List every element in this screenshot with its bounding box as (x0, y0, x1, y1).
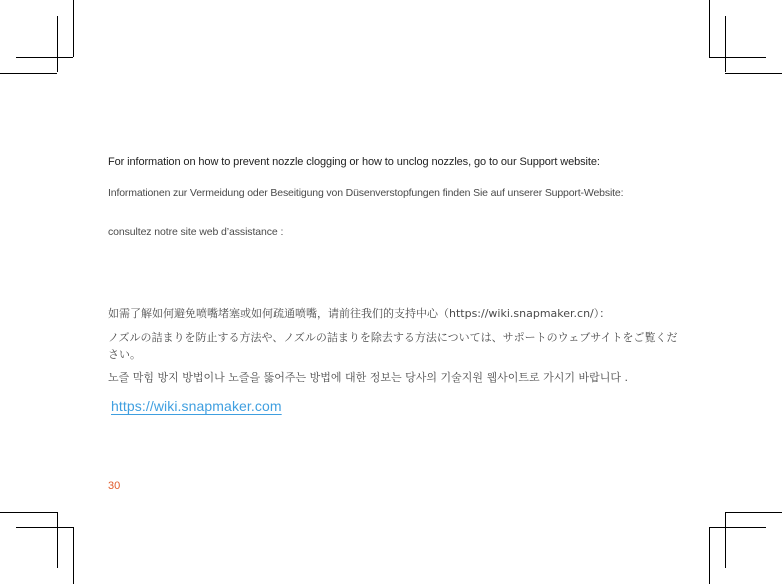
instruction-english: For information on how to prevent nozzle clogging or how to unclog nozzles, go to our Support website: (108, 156, 600, 168)
crop-mark-bottom-right-vertical (725, 512, 726, 568)
instruction-korean: 노즐 막힘 방지 방법이나 노즐을 뚫어주는 방법에 대한 정보는 당사의 기술지원 웹사이트로 가시기 바랍니다 . (108, 371, 628, 384)
crop-mark-bottom-left-horizontal (16, 527, 73, 528)
crop-mark-top-left-outer-horizontal (0, 73, 57, 74)
instruction-french: consultez notre site web d’assistance : (108, 226, 284, 238)
crop-mark-bottom-left-outer-vertical (73, 527, 74, 584)
crop-mark-bottom-left-vertical (57, 512, 58, 568)
crop-mark-top-right-outer-vertical (709, 0, 710, 57)
instruction-chinese: 如需了解如何避免喷嘴堵塞或如何疏通喷嘴，请前往我们的支持中心（https://wiki.snapmaker.cn/）： (108, 307, 611, 320)
instruction-german: Informationen zur Vermeidung oder Beseitigung von Düsenverstopfungen finden Sie auf unserer Support-Website: (108, 187, 624, 199)
crop-mark-top-left-horizontal (16, 57, 73, 58)
instruction-japanese: ノズルの詰まりを防止する方法や、ノズルの詰まりを除去する方法については、サポートのウェブサイトをご覧ください。 (108, 331, 678, 361)
crop-mark-top-right-vertical (725, 16, 726, 72)
crop-mark-top-left-outer-vertical (73, 0, 74, 57)
crop-mark-bottom-right-horizontal (709, 527, 766, 528)
crop-mark-top-right-outer-horizontal (725, 73, 782, 74)
page-number: 30 (108, 480, 121, 492)
crop-mark-bottom-right-outer-vertical (709, 527, 710, 584)
crop-mark-bottom-left-outer-horizontal (0, 512, 57, 513)
crop-mark-bottom-right-outer-horizontal (725, 512, 782, 513)
crop-mark-top-left-vertical (57, 16, 58, 72)
crop-mark-top-right-horizontal (709, 57, 766, 58)
support-website-link[interactable]: https://wiki.snapmaker.com (111, 398, 282, 414)
